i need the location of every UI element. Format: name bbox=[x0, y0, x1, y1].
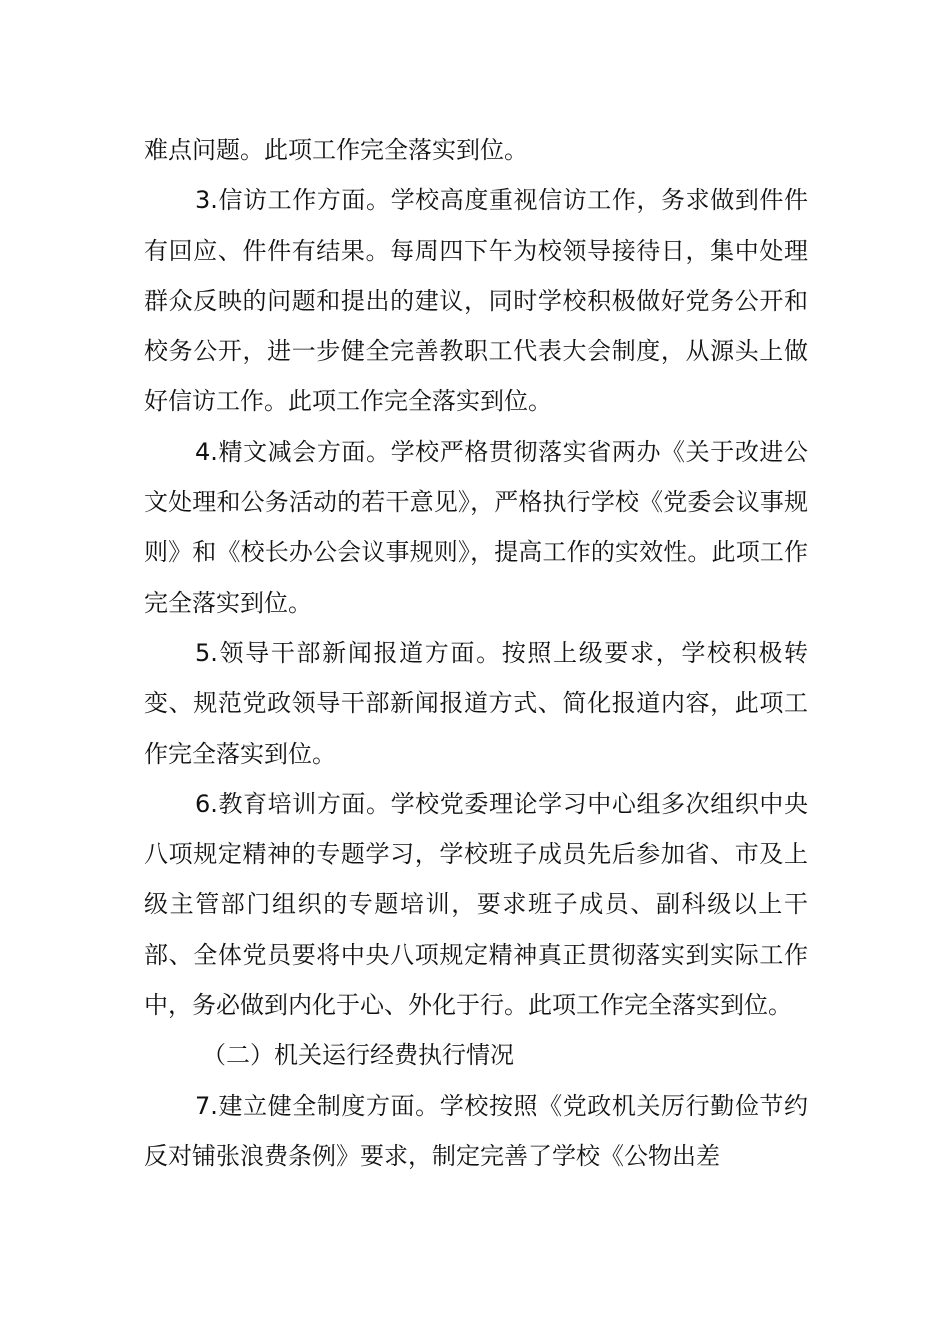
paragraph-continuation: 难点问题。此项工作完全落实到位。 bbox=[144, 136, 528, 164]
document-body bbox=[144, 125, 808, 1181]
paragraph-education-training: 6.教育培训方面。学校党委理论学习中心组多次组织中央八项规定精神的专题学习，学校班子成员先后参加省、市及上级主管部门组织的专题培训，要求班子成员、副科级以上干部、全体党员要将中央八项规定精神真正贯彻落实到实际工作中，务必做到内化于心、外化于行。此项工作完全落实到位。 bbox=[144, 789, 808, 1020]
paragraph-petition-work: 3.信访工作方面。学校高度重视信访工作，务求做到件件有回应、件件有结果。每周四下午为校领导接待日，集中处理群众反映的问题和提出的建议，同时学校积极做好党务公开和校务公开，进一步健全完善教职工代表大会制度，从源头上做好信访工作。此项工作完全落实到位。 bbox=[144, 186, 808, 416]
paragraph-streamline-meetings: 4.精文减会方面。学校严格贯彻落实省两办《关于改进公文处理和公务活动的若干意见》，严格执行学校《党委会议事规则》和《校长办公会议事规则》，提高工作的实效性。此项工作完全落实到位。 bbox=[144, 437, 808, 617]
section-heading-operating-funds: （二）机关运行经费执行情况 bbox=[202, 1041, 514, 1070]
paragraph-institution-building: 7.建立健全制度方面。学校按照《党政机关厉行勤俭节约反对铺张浪费条例》要求，制定完善了学校《公物出差 bbox=[144, 1091, 808, 1170]
paragraph-news-reporting: 5.领导干部新闻报道方面。按照上级要求，学校积极转变、规范党政领导干部新闻报道方式、简化报道内容，此项工作完全落实到位。 bbox=[144, 638, 808, 768]
